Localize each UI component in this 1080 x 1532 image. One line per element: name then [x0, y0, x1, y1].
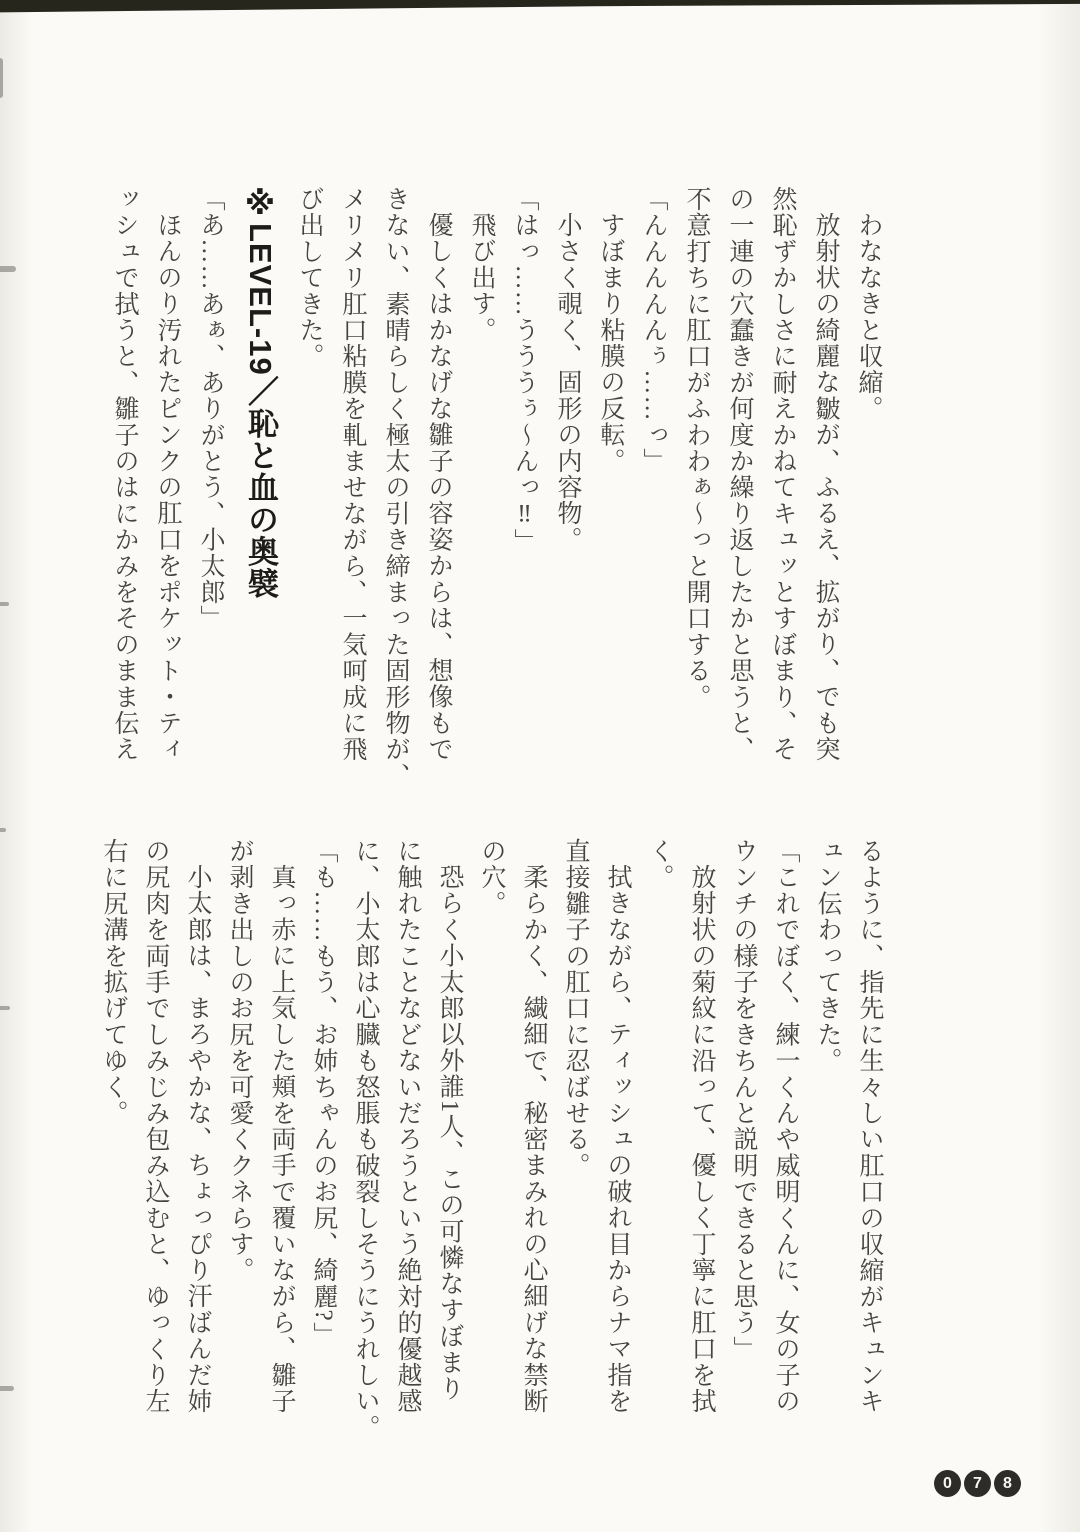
text-line: が剥き出しのお尻を可愛くクネらす。	[226, 838, 253, 1284]
text-line: 優しくはかなげな雛子の容姿からは、想像もで	[425, 212, 452, 763]
text-line: ウンチの様子をきちんと説明できると思う」	[730, 838, 757, 1362]
text-line: の穴。	[478, 838, 505, 917]
text-line: ほんのり汚れたピンクの肛口をポケット・ティ	[154, 212, 181, 763]
text-line: に、小太郎は心臓も怒脹も破裂しそうにうれしい。	[352, 838, 379, 1441]
text-line: 放射状の綺麗な皺が、ふるえ、拡がり、でも突	[812, 212, 839, 763]
text-line: 不意打ちに肛口がふわわぁ〜っと開口する。	[683, 186, 710, 710]
chapter-heading: ※LEVEL-19／恥と血の奥襞	[243, 186, 278, 600]
text-line: 「も……もう、お姉ちゃんのお尻、綺麗?」	[310, 838, 337, 1349]
text-line: く。	[646, 838, 673, 891]
page-number-digit: 0	[934, 1470, 961, 1497]
text-line: 「これでぼく、練一くんや威明くんに、女の子の	[772, 838, 799, 1415]
text-line: 真っ赤に上気した頬を両手で覆いながら、雛子	[268, 864, 295, 1415]
text-line: の尻肉を両手でしみじみ包み込むと、ゆっくり左	[142, 838, 169, 1415]
text-line: わななきと収縮。	[855, 212, 882, 422]
text-line: 拭きながら、ティッシュの破れ目からナマ指を	[604, 864, 631, 1415]
text-line: び出してきた。	[296, 186, 323, 370]
text-line: 「んんんんんぅ……っ」	[640, 186, 667, 475]
text-line: メリメリ肛口粘膜を軋ませながら、一気呵成に飛	[339, 186, 366, 763]
text-line: に触れたことなどないだろうという絶対的優越感	[394, 838, 421, 1415]
text-block-top	[103, 186, 890, 798]
text-line: すぼまり粘膜の反転。	[597, 212, 624, 474]
text-line: 直接雛子の肛口に忍ばせる。	[562, 838, 589, 1179]
text-line: 小さく覗く、固形の内容物。	[554, 212, 581, 553]
page-number-digit: 8	[994, 1470, 1021, 1497]
text-line: 飛び出す。	[468, 212, 495, 343]
text-line: 「はっ……うううぅ〜んっ‼」	[511, 186, 538, 555]
text-line: 柔らかく、繊細で、秘密まみれの心細げな禁断	[520, 864, 547, 1415]
text-line: ュン伝わってきた。	[814, 838, 841, 1074]
text-block-bottom	[92, 838, 890, 1450]
text-line: きない、素晴らしく極太の引き締まった固形物が、	[382, 186, 409, 789]
text-line: の一連の穴蠢きが何度か繰り返したかと思うと、	[726, 186, 753, 763]
text-line: 「あ……あぁ、ありがとう、小太郎」	[197, 186, 224, 632]
text-line: 右に尻溝を拡げてゆく。	[100, 838, 127, 1127]
text-line: 恐らく小太郎以外誰1人、この可憐なすぼまり	[436, 864, 463, 1402]
text-line: 放射状の菊紋に沿って、優しく丁寧に肛口を拭	[688, 864, 715, 1415]
page-number-badge	[934, 1470, 1021, 1497]
page-number-digit: 7	[964, 1470, 991, 1497]
text-line: るように、指先に生々しい肛口の収縮がキュンキ	[856, 838, 883, 1415]
text-line: 小太郎は、まろやかな、ちょっぴり汗ばんだ姉	[184, 864, 211, 1415]
scan-edge-top	[0, 0, 1080, 13]
text-line: 然恥ずかしさに耐えかねてキュッとすぼまり、そ	[769, 186, 796, 763]
text-line: ッシュで拭うと、雛子のはにかみをそのまま伝え	[111, 186, 138, 763]
